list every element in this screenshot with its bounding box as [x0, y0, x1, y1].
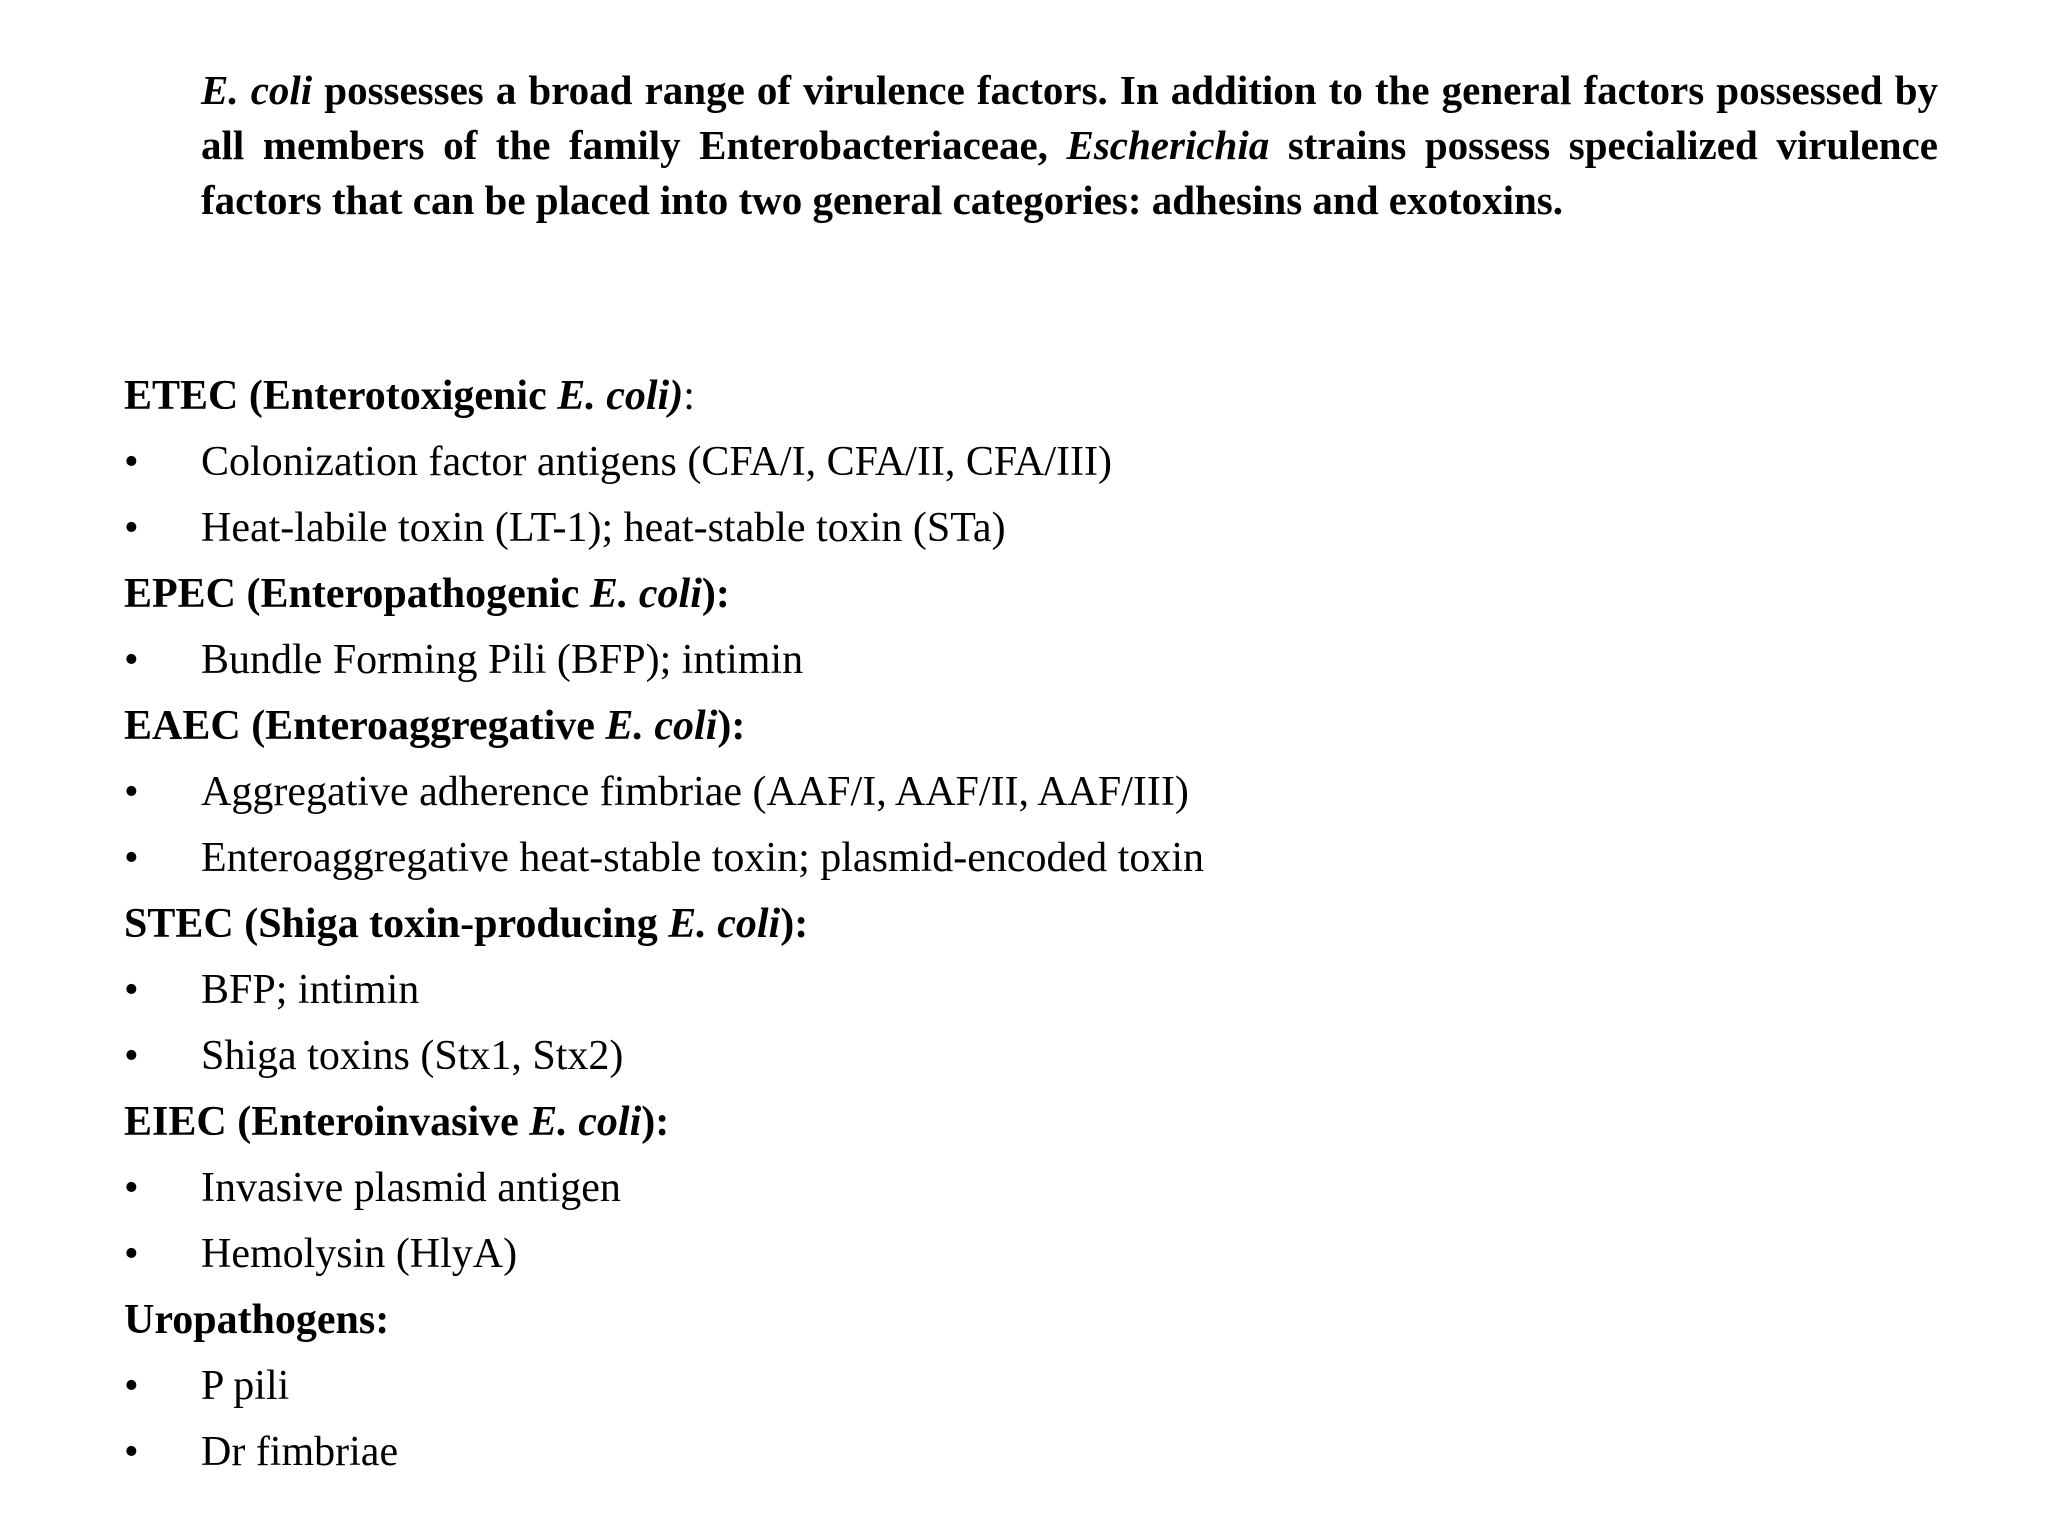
intro-italic-ecoli: E. coli	[201, 67, 313, 113]
list-item-text: Enteroaggregative heat-stable toxin; plasmid-encoded toxin	[201, 835, 1204, 881]
pathotype-list	[124, 363, 1924, 1485]
bullet-icon: •	[124, 637, 139, 683]
bullet-icon: •	[124, 769, 139, 815]
section-heading-suffix: ):	[641, 1099, 670, 1145]
section-heading-suffix: ):	[780, 901, 809, 947]
section-heading	[124, 891, 1924, 957]
intro-text-2: strains possess specialized virulence factors that can be placed into two general categories: adhesins and exotoxins.	[201, 122, 1939, 223]
section-heading-label: EIEC (Enteroinvasive	[124, 1099, 530, 1145]
list-item	[124, 429, 1924, 495]
section-heading	[124, 1089, 1924, 1155]
list-item-text: Colonization factor antigens (CFA/I, CFA/II, CFA/III)	[201, 439, 1113, 485]
list-item	[124, 1353, 1924, 1419]
section-heading	[124, 693, 1924, 759]
list-item	[124, 627, 1924, 693]
section-heading-label: Uropathogens:	[124, 1297, 390, 1343]
list-item-text: Hemolysin (HlyA)	[201, 1231, 518, 1277]
list-item-text: BFP; intimin	[201, 967, 420, 1013]
list-item-text: Bundle Forming Pili (BFP); intimin	[201, 637, 804, 683]
intro-text-1: possesses a broad range of virulence factors. In addition to the general factors possessed by all members of the family Enterobacteriaceae,	[201, 67, 1938, 168]
section-heading-suffix: ):	[701, 571, 730, 617]
list-item	[124, 1419, 1924, 1485]
list-item-text: Dr fimbriae	[201, 1429, 399, 1475]
bullet-icon: •	[124, 1231, 139, 1277]
list-item	[124, 495, 1924, 561]
section-heading-organism: E. coli	[605, 703, 718, 749]
section-heading-suffix: ):	[717, 703, 746, 749]
list-item-text: Heat-labile toxin (LT-1); heat-stable toxin (STa)	[201, 505, 1006, 551]
list-item-text: Shiga toxins (Stx1, Stx2)	[201, 1033, 624, 1079]
section-heading-label: STEC (Shiga toxin-producing	[124, 901, 669, 947]
bullet-icon: •	[124, 1033, 139, 1079]
section-heading-organism: E. coli)	[557, 373, 684, 419]
list-item-text: Aggregative adherence fimbriae (AAF/I, AAF/II, AAF/III)	[201, 769, 1189, 815]
section-heading-organism: E. coli	[589, 571, 702, 617]
bullet-icon: •	[124, 835, 139, 881]
section-heading	[124, 363, 1924, 429]
list-item-text: P pili	[201, 1363, 290, 1409]
bullet-icon: •	[124, 439, 139, 485]
section-heading	[124, 561, 1924, 627]
list-item	[124, 957, 1924, 1023]
bullet-icon: •	[124, 1363, 139, 1409]
list-item	[124, 1155, 1924, 1221]
bullet-icon: •	[124, 967, 139, 1013]
section-heading-colon: :	[683, 373, 695, 419]
list-item	[124, 825, 1924, 891]
section-heading-label: ETEC (Enterotoxigenic	[124, 373, 558, 419]
bullet-icon: •	[124, 1429, 139, 1475]
intro-italic-escherichia: Escherichia	[1066, 122, 1270, 168]
section-heading-label: EPEC (Enteropathogenic	[124, 571, 590, 617]
bullet-icon: •	[124, 1165, 139, 1211]
intro-paragraph	[201, 63, 1938, 228]
list-item	[124, 1023, 1924, 1089]
list-item	[124, 1221, 1924, 1287]
section-heading-organism: E. coli	[529, 1099, 642, 1145]
section-heading	[124, 1287, 1924, 1353]
section-heading-organism: E. coli	[668, 901, 781, 947]
list-item-text: Invasive plasmid antigen	[201, 1165, 621, 1211]
list-item	[124, 759, 1924, 825]
bullet-icon: •	[124, 505, 139, 551]
section-heading-label: EAEC (Enteroaggregative	[124, 703, 606, 749]
